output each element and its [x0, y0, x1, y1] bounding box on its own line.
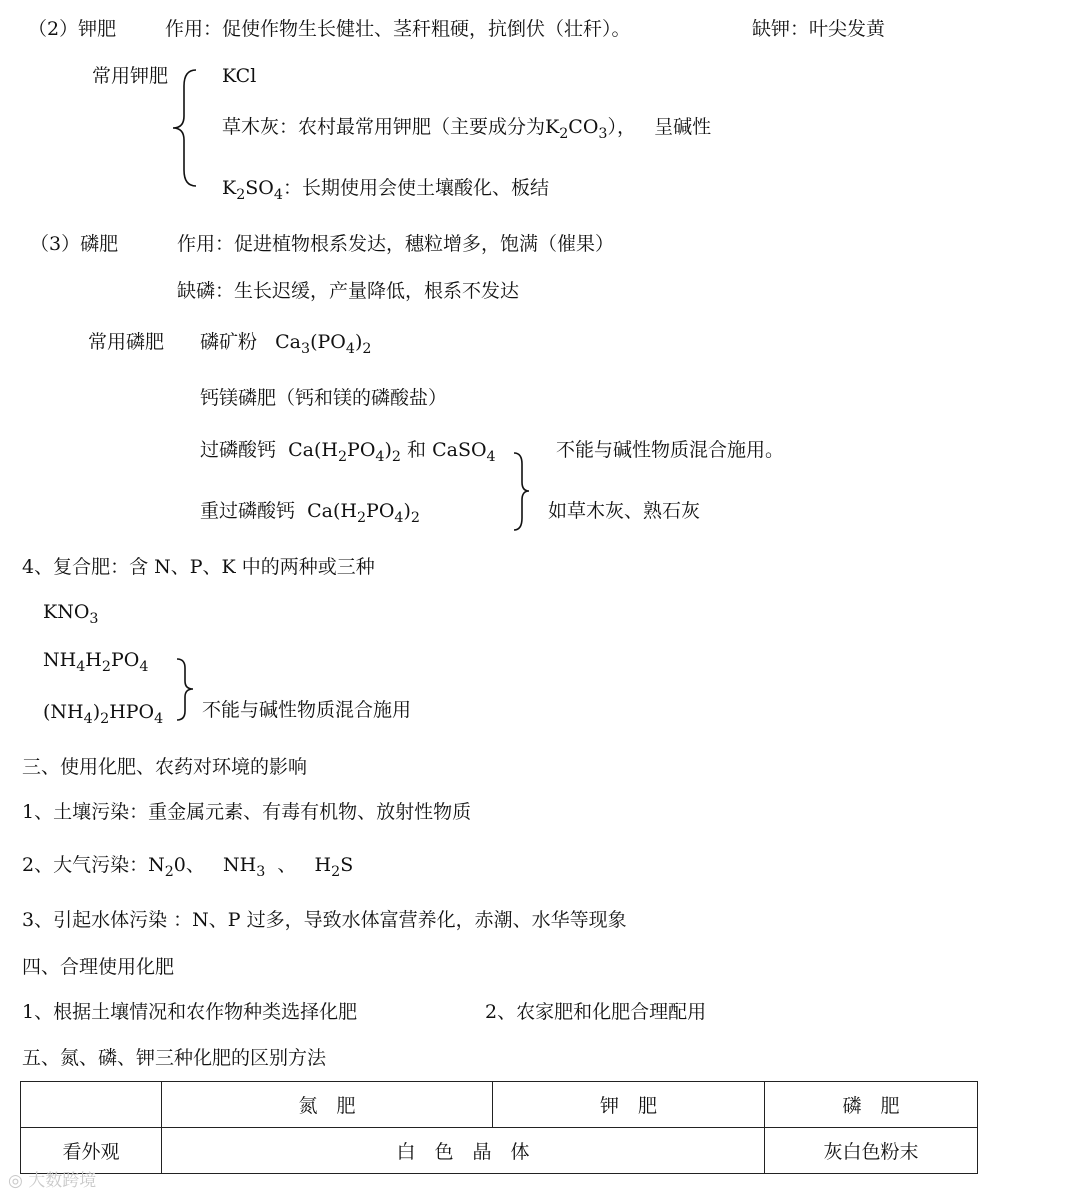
table-cell: 灰白色粉末 [765, 1128, 978, 1174]
formula-nh4-2hpo4: $(NH_4)_2HPO_4$ [43, 701, 164, 727]
distinguish-heading: 五、氮、磷、钾三种化肥的区别方法 [22, 1047, 327, 1069]
phosphate-note-2: 如草木灰、熟石灰 [548, 500, 701, 522]
phosphate-ore-line: 磷矿粉 $Ca_3(PO_4)_2$ [200, 331, 372, 357]
potash-role: 作用：促使作物生长健壮、茎秆粗硬，抗倒伏（壮秆）。 [165, 18, 631, 40]
formula-nh4h2po4: $NH_4H_2PO_4$ [43, 649, 149, 675]
air-label: 2、大气污染： [22, 854, 149, 876]
table-header-cell: 氮 肥 [162, 1082, 493, 1128]
reasonable-heading: 四、合理使用化肥 [22, 956, 175, 978]
reasonable-item-2: 2、农家肥和化肥合理配用 [485, 1001, 707, 1023]
table-header-cell: 钾 肥 [493, 1082, 765, 1128]
table-header-cell [21, 1082, 162, 1128]
watermark-text: 大数跨境 [28, 1171, 97, 1191]
table-header-cell: 磷 肥 [765, 1082, 978, 1128]
potash-k2so4-line: $K_2SO_4$：长期使用会使土壤酸化、板结 [222, 177, 549, 203]
phosphate-heading: （3）磷肥 [30, 233, 119, 255]
phosphate-note-1: 不能与碱性物质混合施用。 [556, 439, 785, 461]
potash-deficiency: 缺钾：叶尖发黄 [752, 18, 886, 40]
phosphate-common-label: 常用磷肥 [88, 331, 165, 353]
env-heading: 三、使用化肥、农药对环境的影响 [22, 756, 308, 778]
formula-kcl: KCl [222, 65, 257, 87]
watermark [8, 1166, 96, 1191]
env-water: 3、引起水体污染 ：N、P 过多，导致水体富营养化，赤潮、水华等现象 [22, 909, 627, 931]
phosphate-role: 作用：促进植物根系发达，穗粒增多，饱满（催果） [177, 233, 615, 255]
air-sep-1: 、 [185, 854, 205, 876]
fertilizer-comparison-table [20, 1081, 978, 1174]
reasonable-item-1: 1、根据土壤情况和农作物种类选择化肥 [22, 1001, 358, 1023]
potash-heading: （2）钾肥 [28, 18, 117, 40]
ash-tail: ）， [607, 116, 637, 138]
compound-heading: 4、复合肥：含 N、P、K 中的两种或三种 [22, 556, 375, 578]
table-header-row [21, 1082, 978, 1128]
env-air: 2、大气污染：$N_20$、 $NH_3$ 、 $H_2S$ [22, 854, 354, 880]
ash-text: 草木灰：农村最常用钾肥（主要成分为 [222, 116, 546, 138]
potash-common-label: 常用钾肥 [92, 65, 169, 87]
and-text: 和 [407, 439, 427, 461]
ash-basic: 呈碱性 [654, 116, 712, 138]
triple-text: 重过磷酸钙 [200, 500, 296, 522]
formula-kno3: $KNO_3$ [43, 601, 99, 627]
table-row [21, 1128, 978, 1174]
super-text: 过磷酸钙 [200, 439, 277, 461]
env-soil: 1、土壤污染：重金属元素、有毒有机物、放射性物质 [22, 801, 472, 823]
potash-ash-line: 草木灰：农村最常用钾肥（主要成分为$K_2CO_3$）， 呈碱性 [222, 116, 712, 142]
right-brace-compound [174, 656, 198, 724]
k2so4-text: ：长期使用会使土壤酸化、板结 [282, 177, 549, 199]
phosphate-deficiency: 缺磷：生长迟缓，产量降低，根系不发达 [177, 280, 520, 302]
watermark-logo-icon: ◎ [8, 1171, 23, 1191]
air-sep-2: 、 [277, 854, 297, 876]
ore-text: 磷矿粉 [200, 331, 258, 353]
table-row-label: 看外观 [21, 1128, 162, 1174]
table-cell-merged: 白 色 晶 体 [162, 1128, 765, 1174]
superphosphate-line: 过磷酸钙 $Ca(H_2PO_4)_2$ 和 CaSO$_4$ [200, 439, 496, 465]
right-brace-phosphate [510, 450, 532, 534]
left-brace-potash [168, 66, 200, 190]
phosphate-mg-line: 钙镁磷肥（钙和镁的磷酸盐） [200, 387, 448, 409]
triple-superphosphate-line: 重过磷酸钙 $Ca(H_2PO_4)_2$ [200, 500, 420, 526]
compound-note: 不能与碱性物质混合施用 [202, 699, 412, 721]
